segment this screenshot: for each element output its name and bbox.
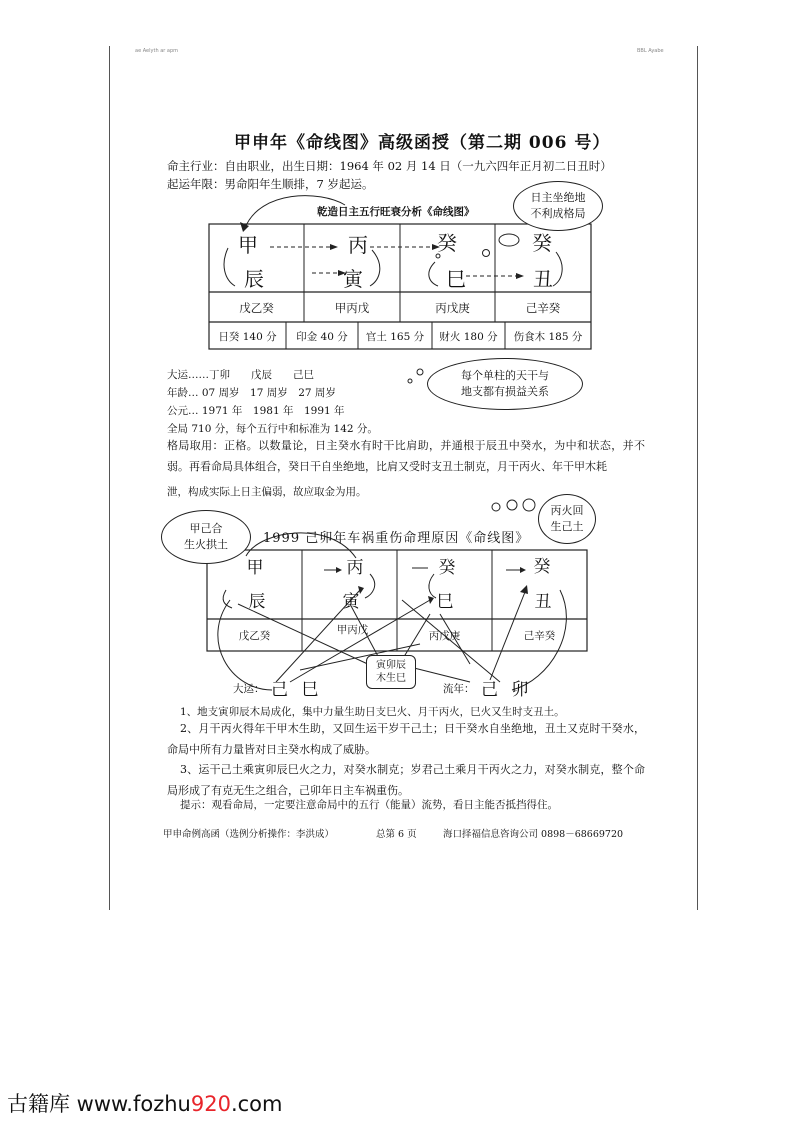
- bubble4-line1: 丙火回: [550, 504, 584, 517]
- bubble5-line2: 木生巳: [376, 673, 406, 684]
- dayun-line: 大运……丁卯 戊辰 己巳: [167, 369, 314, 381]
- hidden-stems-year: 戊乙癸: [239, 301, 274, 315]
- pattern-paragraph: 格局取用：正格。以数量论，日主癸水有时干比肩助，并通根于辰丑中癸水，为中和状态，并不弱。再看命局具体组合，癸日干自坐绝地，比肩又受时支丑土制克，月干丙火、年干甲木耗: [167, 439, 645, 473]
- header-hairline-right: BBL Ayabe: [637, 48, 664, 54]
- stem-year: 甲: [238, 233, 258, 257]
- d2-hidden-month: 甲丙戊: [336, 624, 369, 636]
- watermark-text-suffix: .com: [230, 1092, 283, 1116]
- analysis-point-3: 3、运干己土乘寅卯辰巳火之力，对癸水制克；岁君己土乘月干丙火之力，对癸水制克，整个命局形成了有克无生之组合，己卯年日主车祸重伤。: [167, 763, 645, 797]
- score-day-water: 日癸 140 分: [218, 331, 277, 343]
- branch-year: 辰: [244, 267, 264, 291]
- d2-stem-year: 甲: [246, 558, 264, 578]
- bubble-wood-frame: [366, 655, 416, 689]
- bubble1-line1: 日主坐绝地: [530, 191, 586, 204]
- bubble5-line1: 寅卯辰: [376, 660, 406, 671]
- watermark-logo: [7, 1088, 282, 1118]
- bubble4-line2: 生己土: [550, 520, 584, 533]
- branch-hour: 丑: [533, 267, 553, 291]
- document-title: 甲申年《命线图》高级函授（第二期 006 号）: [234, 133, 611, 153]
- branch-day: 巳: [446, 267, 466, 291]
- page-footer-left: 甲申命例高函（选例分析操作：李洪成）: [163, 829, 335, 840]
- score-output-wood: 伤食木 185 分: [513, 331, 583, 343]
- d2-hidden-day: 丙戊庚: [428, 630, 461, 642]
- score-seal-metal: 印金 40 分: [296, 331, 348, 343]
- stem-month: 丙: [348, 233, 368, 257]
- stem-hour: 癸: [532, 231, 552, 255]
- branch-month: 寅: [343, 267, 363, 291]
- bubble2-line2: 地支都有损益关系: [461, 385, 549, 398]
- header-hairline-left: ae Aelyth ar apm: [135, 48, 179, 54]
- hidden-stems-day: 丙戊庚: [435, 301, 470, 315]
- hidden-stems-month: 甲丙戊: [334, 301, 370, 315]
- liunian-value: 己 卯: [481, 680, 533, 700]
- stem-day: 癸: [437, 231, 457, 255]
- d2-stem-hour: 癸: [533, 557, 551, 577]
- tip-line: 提示：观看命局，一定要注意命局中的五行（能量）流势，看日主能否抵挡得住。: [180, 799, 558, 811]
- analysis-point-1: 1、地支寅卯辰木局成化，集中力量生助日支巳火、月干丙火，巳火又生时支丑土。: [180, 706, 565, 718]
- d2-hidden-year: 戊乙癸: [238, 630, 271, 642]
- d2-branch-hour: 丑: [534, 592, 552, 612]
- dayun2-value: 己 巳: [271, 680, 323, 700]
- d2-branch-day: 巳: [436, 592, 454, 612]
- page-footer-page-number: 总第 6 页: [376, 829, 417, 840]
- watermark-text-main: 古籍库 www.fozhu: [7, 1092, 191, 1116]
- d2-branch-year: 辰: [248, 592, 266, 612]
- year-line: 公元… 1971 年 1981 年 1991 年: [167, 405, 345, 417]
- diagram1-caption: 乾造日主五行旺衰分析《命线图》: [317, 206, 475, 218]
- bubble2-line1: 每个单柱的天干与: [461, 369, 549, 382]
- diagram2-caption: 1999 己卯年车祸重伤命理原因《命线图》: [263, 531, 530, 546]
- age-line: 年龄… 07 周岁 17 周岁 27 周岁: [167, 387, 336, 399]
- bubble3-line1: 甲己合: [189, 522, 223, 535]
- score-wealth-fire: 财火 180 分: [439, 331, 498, 343]
- total-score-line: 全局 710 分，每个五行中和标准为 142 分。: [167, 423, 378, 435]
- d2-branch-month: 寅: [342, 592, 360, 612]
- watermark-text-accent: 920: [190, 1092, 231, 1116]
- bubble-bing-fire-note: [538, 494, 596, 544]
- dayun2-label: 大运：: [233, 683, 265, 695]
- bubble1-line2: 不利成格局: [530, 207, 586, 220]
- d2-hidden-hour: 己辛癸: [523, 630, 556, 642]
- liunian-label: 流年：: [443, 683, 475, 695]
- hidden-stems-hour: 己辛癸: [525, 301, 561, 315]
- bubble3-line2: 生火拱土: [184, 538, 228, 551]
- pattern-paragraph-continued: 泄，构成实际上日主偏弱，故应取金为用。: [167, 486, 367, 498]
- info-line-1: 命主行业：自由职业，出生日期：1964 年 02 月 14 日（一九六四年正月初二日丑时）: [167, 159, 612, 173]
- page-footer-right: 海口择福信息咨询公司 0898－68669720: [443, 829, 624, 840]
- score-officer-earth: 官土 165 分: [365, 331, 425, 343]
- info-line-2: 起运年限：男命阳年生顺排，7 岁起运。: [167, 177, 374, 191]
- analysis-point-2: 2、月干丙火得年干甲木生助，又回生运干岁干己土；日干癸水自坐绝地，丑土又克时干癸水，命局中所有力量皆对日主癸水构成了威胁。: [167, 722, 645, 756]
- d2-stem-month: 丙: [346, 558, 364, 578]
- d2-stem-day: 癸: [438, 558, 456, 578]
